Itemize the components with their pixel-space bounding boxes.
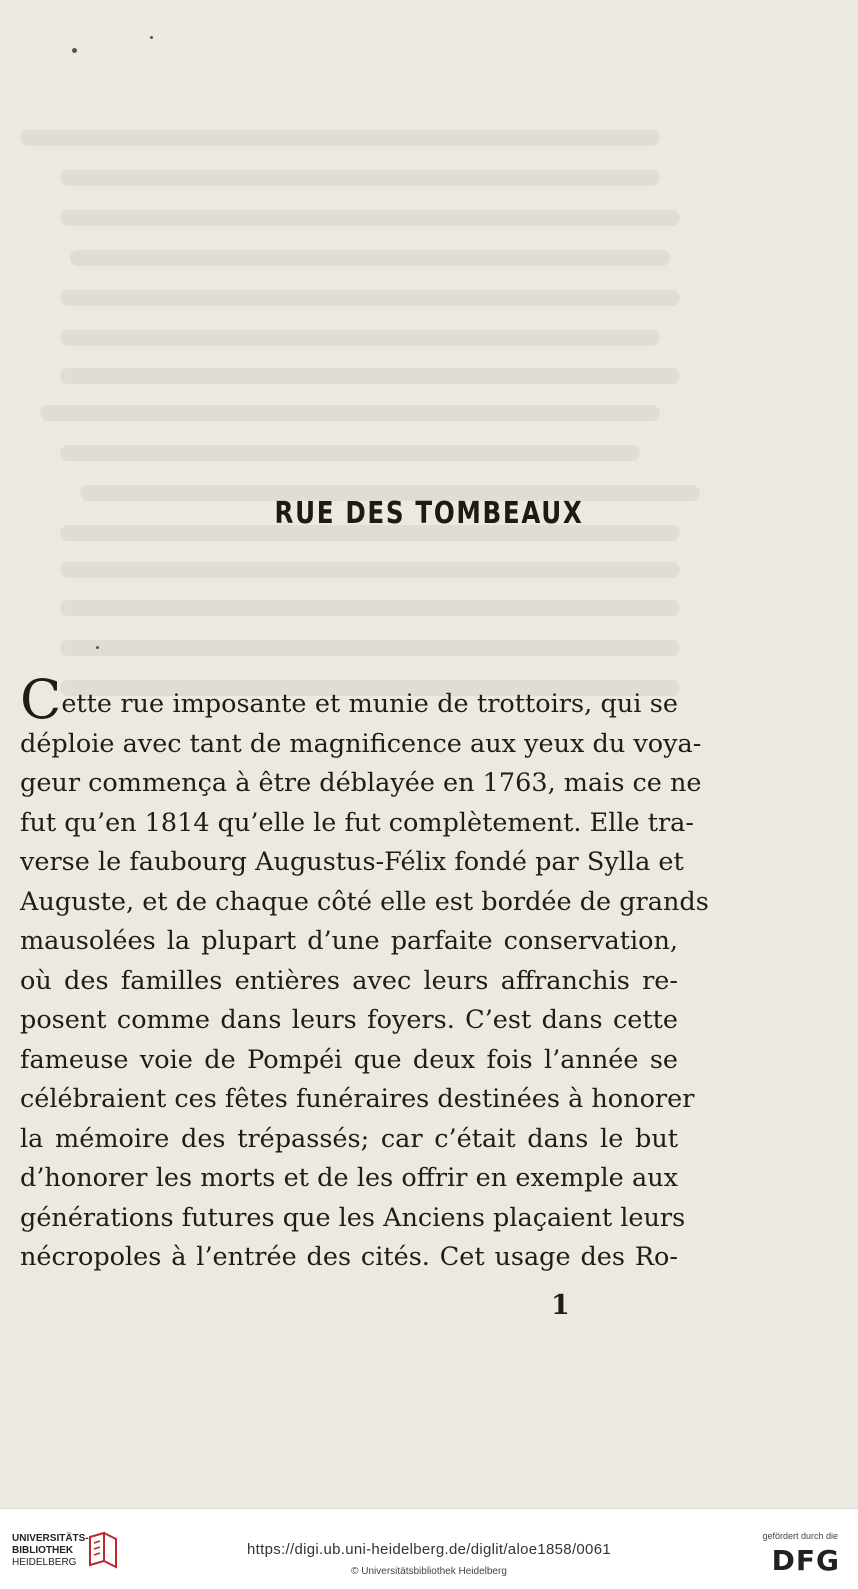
body-paragraph: [20, 668, 709, 1278]
text-line: fameuse voie de Pompéi que deux fois l’année se: [20, 1044, 678, 1075]
text-line: nécropoles à l’entrée des cités. Cet usage des Ro-: [20, 1242, 678, 1272]
text-line: Auguste, et de chaque côté elle est bordée de grands: [20, 886, 709, 917]
text-line: où des familles entières avec leurs affranchis re-: [20, 965, 678, 996]
text-line: fut qu’en 1814 qu’elle le fut complètement. Elle tra-: [20, 807, 694, 838]
university-library-logo[interactable]: UNIVERSITÄTS- BIBLIOTHEK HEIDELBERG: [12, 1533, 89, 1568]
drop-cap: C: [20, 668, 62, 731]
bleed-line: [40, 405, 660, 421]
bleed-line: [60, 330, 660, 346]
text-line: déploie avec tant de magnificence aux yeux du voya-: [20, 728, 702, 759]
text-line: Cette rue imposante et munie de trottoirs, qui se: [20, 668, 678, 731]
text-line: d’honorer les morts et de les offrir en exemple aux: [20, 1163, 678, 1193]
bleed-line: [60, 445, 640, 461]
viewer-footer: [0, 1508, 858, 1589]
text-line: mausolées la plupart d’une parfaite conservation,: [20, 926, 678, 956]
bleed-line: [20, 130, 660, 146]
bleed-line: [60, 562, 680, 578]
bleed-line: [60, 600, 680, 616]
ink-speck: [150, 36, 153, 39]
bleed-line: [60, 290, 680, 306]
document-url-link[interactable]: https://digi.ub.uni-heidelberg.de/diglit/aloe1858/0061: [247, 1541, 611, 1558]
bleed-line: [70, 250, 670, 266]
bleed-line: [60, 368, 680, 384]
ink-speck: [72, 48, 77, 53]
page-number: 1: [551, 1290, 570, 1321]
chapter-title: RUE DES TOMBEAUX: [274, 496, 584, 531]
text-line: la mémoire des trépassés; car c’était dans le but: [20, 1123, 678, 1154]
text-line: verse le faubourg Augustus-Félix fondé par Sylla et: [20, 847, 684, 877]
text-line: générations futures que les Anciens plaçaient leurs: [20, 1202, 686, 1233]
text-line: célébraient ces fêtes funéraires destinées à honorer: [20, 1084, 695, 1114]
dfg-logo[interactable]: DFG: [771, 1544, 840, 1577]
copyright-notice: © Universitätsbibliothek Heidelberg: [351, 1566, 507, 1577]
funder-note: gefördert durch die: [762, 1531, 838, 1541]
bleed-line: [60, 640, 680, 656]
bleed-line: [60, 210, 680, 226]
bleed-line: [60, 170, 660, 186]
ink-speck: [96, 646, 99, 649]
text-line: posent comme dans leurs foyers. C’est dans cette: [20, 1005, 678, 1035]
text-line: geur commença à être déblayée en 1763, mais ce ne: [20, 768, 702, 798]
